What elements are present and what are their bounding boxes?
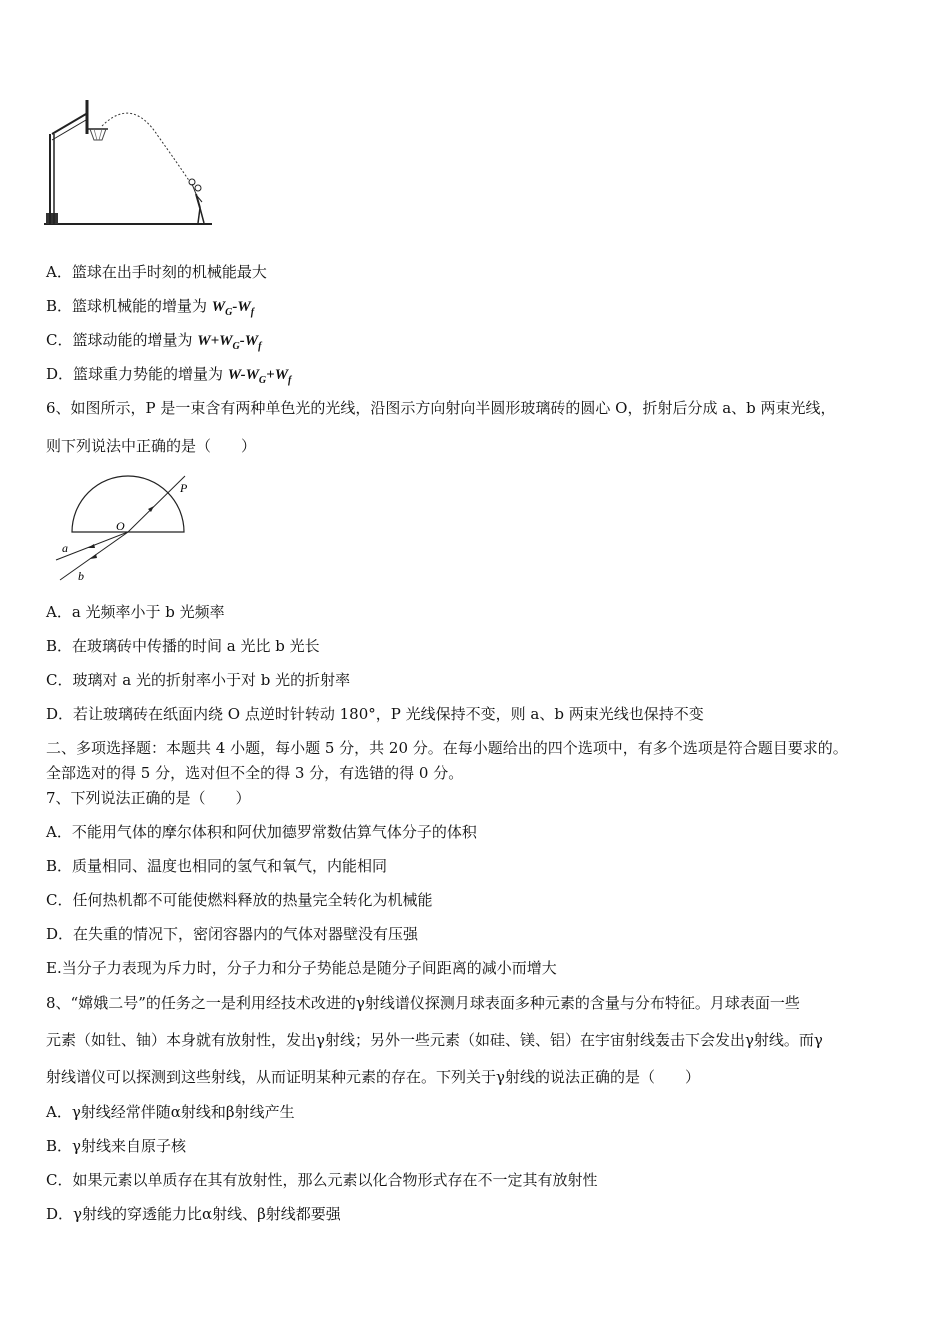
q5-option-c: C．篮球动能的增量为 $W+W_G-W_f$ bbox=[46, 331, 262, 352]
q5-option-d: D．篮球重力势能的增量为 $W-W_G+W_f$ bbox=[46, 365, 292, 386]
q6-option-a: A．a 光频率小于 b 光频率 bbox=[46, 603, 225, 621]
q7-option-e: E.当分子力表现为斥力时，分子力和分子势能总是随分子间距离的减小而增大 bbox=[46, 959, 557, 977]
q8-stem-line1: 8、“嫦娥二号”的任务之一是利用经技术改进的γ射线谱仪探测月球表面多种元素的含量与分布特征。月球表面一些 bbox=[46, 994, 800, 1012]
q8-option-d: D．γ射线的穿透能力比α射线、β射线都要强 bbox=[46, 1205, 341, 1223]
q8-stem-line2: 元素（如钍、铀）本身就有放射性，发出γ射线；另外一些元素（如硅、镁、铝）在宇宙射线轰击下会发出γ射线。而γ bbox=[46, 1031, 823, 1049]
q8-option-b: B．γ射线来自原子核 bbox=[46, 1137, 186, 1155]
basketball-figure bbox=[40, 96, 220, 232]
q7-option-b: B．质量相同、温度也相同的氢气和氧气，内能相同 bbox=[46, 857, 388, 875]
label-o: O bbox=[116, 519, 125, 533]
q6-option-c: C．玻璃对 a 光的折射率小于对 b 光的折射率 bbox=[46, 671, 351, 689]
q7-option-a: A．不能用气体的摩尔体积和阿伏加德罗常数估算气体分子的体积 bbox=[46, 823, 477, 841]
q7-option-c: C．任何热机都不可能使燃料释放的热量完全转化为机械能 bbox=[46, 891, 433, 909]
q6-option-b: B．在玻璃砖中传播的时间 a 光比 b 光长 bbox=[46, 637, 320, 655]
q5-option-b: B．篮球机械能的增量为 $W_G-W_f$ bbox=[46, 297, 255, 318]
q6-option-d: D．若让玻璃砖在纸面内绕 O 点逆时针转动 180°，P 光线保持不变，则 a、b 两束光线也保持不变 bbox=[46, 705, 704, 723]
label-a: a bbox=[62, 541, 68, 555]
label-p: P bbox=[180, 481, 188, 495]
section2-line2: 全部选对的得 5 分，选对但不全的得 3 分，有选错的得 0 分。 bbox=[46, 764, 464, 782]
q7-stem: 7、下列说法正确的是（ ） bbox=[46, 789, 251, 807]
q7-option-d: D．在失重的情况下，密闭容器内的气体对器壁没有压强 bbox=[46, 925, 419, 943]
semicircle-glass-figure bbox=[50, 468, 210, 586]
section2-line1: 二、多项选择题：本题共 4 小题，每小题 5 分，共 20 分。在每小题给出的四个选项中，有多个选项是符合题目要求的。 bbox=[46, 739, 848, 757]
q8-option-a: A．γ射线经常伴随α射线和β射线产生 bbox=[46, 1103, 295, 1121]
q6-stem-line2: 则下列说法中正确的是（ ） bbox=[46, 437, 257, 455]
label-b: b bbox=[78, 569, 84, 583]
q8-stem-line3: 射线谱仪可以探测到这些射线，从而证明某种元素的存在。下列关于γ射线的说法正确的是（ ） bbox=[46, 1068, 700, 1086]
q6-stem-line1: 6、如图所示，P 是一束含有两种单色光的光线，沿图示方向射向半圆形玻璃砖的圆心 O，折射后分成 a、b 两束光线， bbox=[46, 399, 836, 417]
q5-option-a: A．篮球在出手时刻的机械能最大 bbox=[46, 263, 267, 281]
q8-option-c: C．如果元素以单质存在其有放射性，那么元素以化合物形式存在不一定其有放射性 bbox=[46, 1171, 598, 1189]
